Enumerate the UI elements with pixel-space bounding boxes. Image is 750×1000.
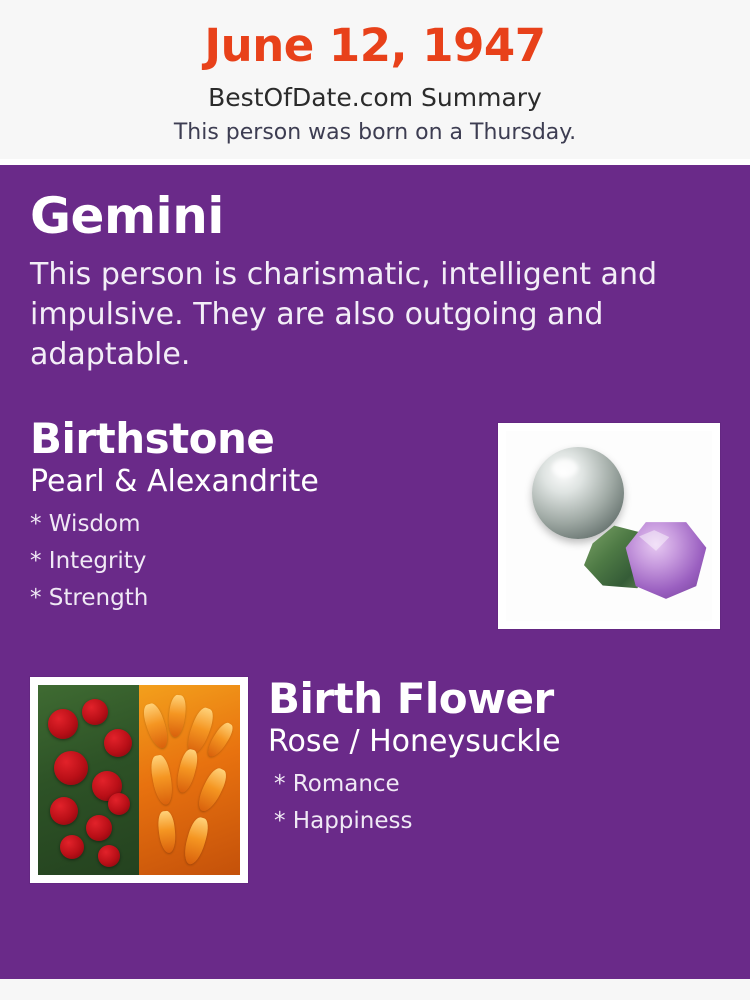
birth-flower-names: Rose / Honeysuckle: [268, 724, 561, 760]
zodiac-sign-title: Gemini: [30, 187, 224, 246]
birth-flower-text-block: [268, 673, 720, 834]
header: [0, 0, 750, 159]
birthstone-section: [30, 413, 720, 629]
birthstone-trait: * Wisdom: [30, 510, 141, 537]
roses-photo-half: [38, 685, 139, 875]
site-summary-label: BestOfDate.com Summary: [208, 83, 542, 113]
birth-flower-trait: * Happiness: [274, 807, 413, 834]
birthstone-image-frame: [498, 423, 720, 629]
pearl-icon: [532, 447, 624, 539]
honeysuckle-photo-half: [139, 685, 240, 875]
zodiac-description: This person is charismatic, intelligent and impulsive. They are also outgoing and adaptable.: [30, 257, 657, 373]
birth-flower-image-frame: [30, 677, 248, 883]
birth-flower-trait: * Romance: [274, 770, 400, 797]
birthstone-text-block: [30, 413, 480, 612]
born-day-text: This person was born on a Thursday.: [173, 120, 577, 146]
page-title: June 12, 1947: [204, 19, 546, 72]
birth-flower-section: [30, 673, 720, 883]
birthstone-trait: * Integrity: [30, 547, 147, 574]
rose-and-honeysuckle-image: [38, 685, 240, 875]
birthstone-names: Pearl & Alexandrite: [30, 464, 319, 500]
content-panel: [0, 165, 750, 979]
birthstone-trait: * Strength: [30, 585, 149, 612]
birth-flower-title: Birth Flower: [268, 673, 554, 723]
pearl-and-alexandrite-image: [506, 431, 712, 621]
birthstone-title: Birthstone: [30, 413, 275, 463]
